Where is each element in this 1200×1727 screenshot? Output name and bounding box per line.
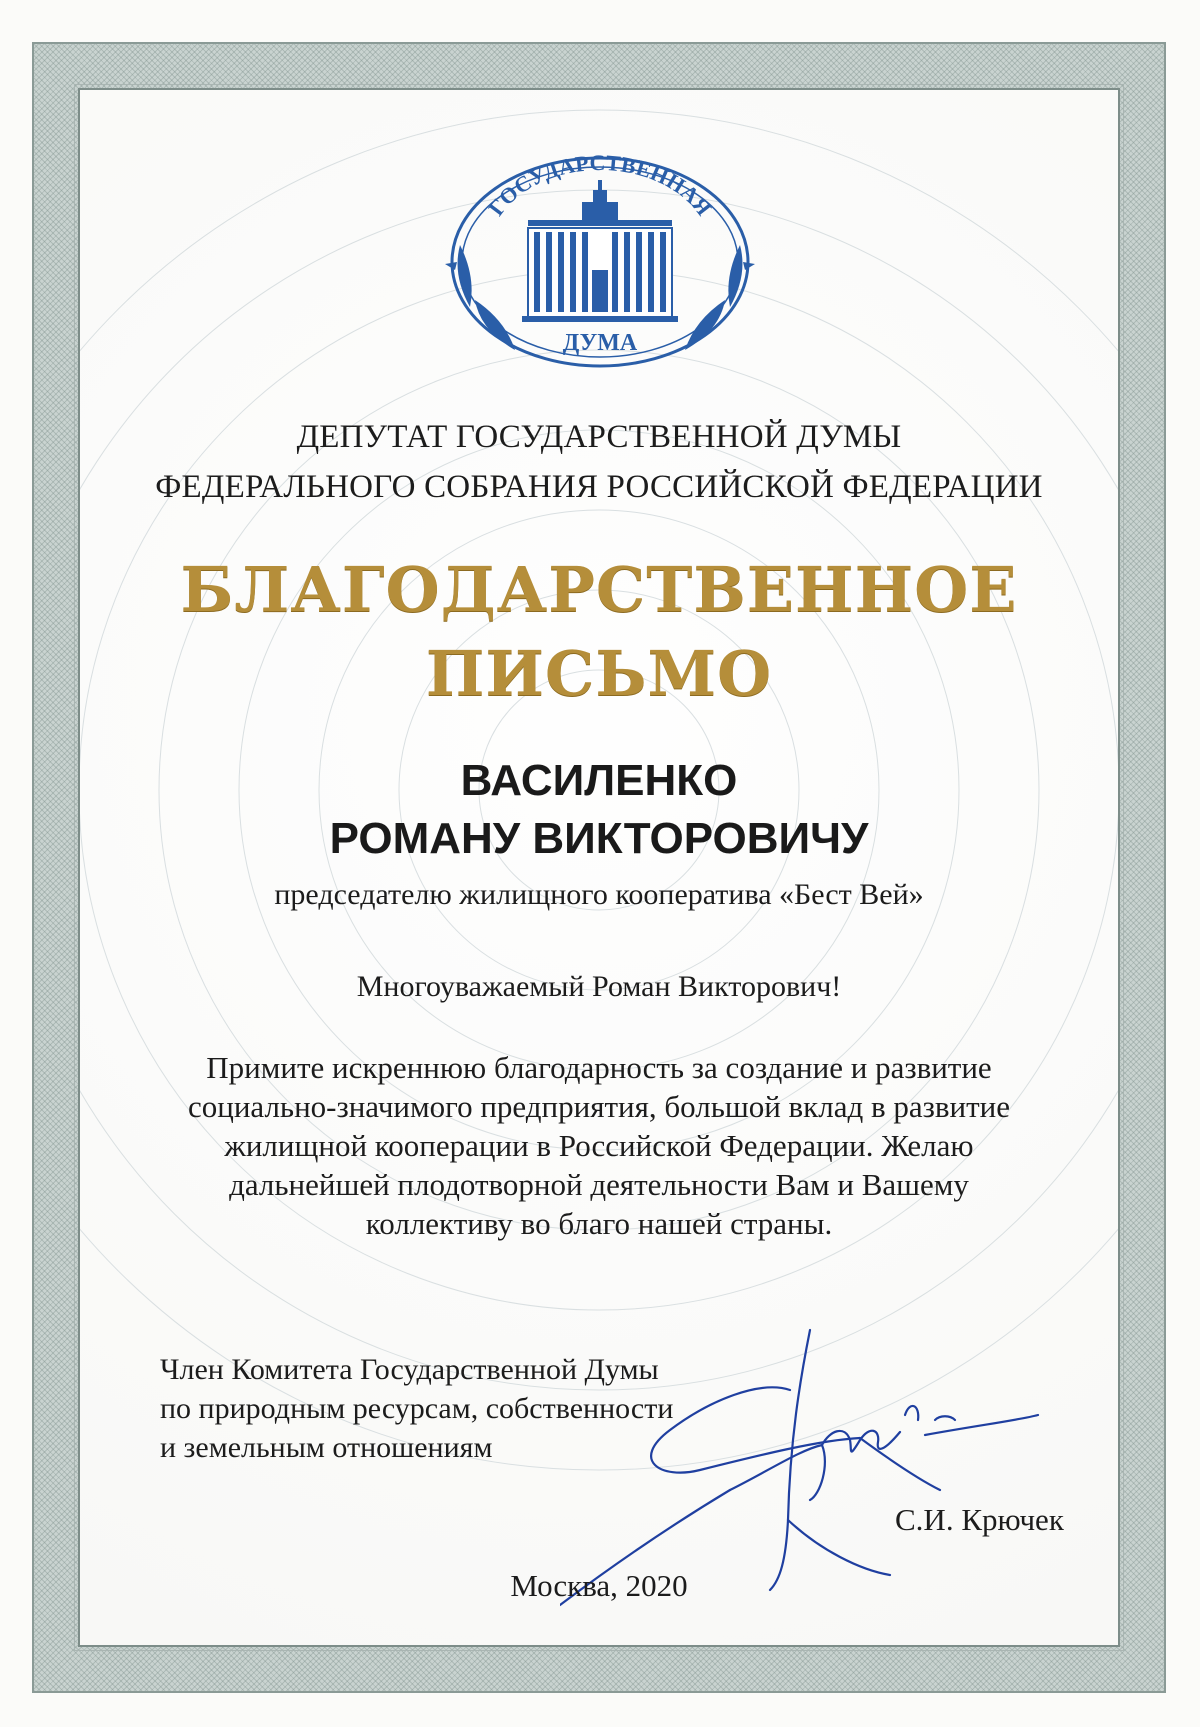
duma-building-icon: [522, 180, 678, 322]
greeting: Многоуважаемый Роман Викторович!: [356, 970, 842, 1003]
recipient-surname: ВАСИЛЕНКО: [460, 756, 738, 805]
emblem-arc-text: ГОСУДАРСТВЕННАЯ: [483, 150, 717, 221]
recipient-position: председателю жилищного кооператива «Бест Вей»: [274, 878, 924, 911]
letter-body-line-4: дальнейшей плодотворной деятельности Вам и Вашему: [229, 1167, 969, 1202]
issuer-heading-line-2: ФЕДЕРАЛЬНОГО СОБРАНИЯ РОССИЙСКОЙ ФЕДЕРАЦИИ: [155, 469, 1043, 505]
letter-body-line-2: социально-значимого предприятия, большой вклад в развитие: [187, 1089, 1011, 1124]
letter-body-line-3: жилищной кооперации в Российской Федерации. Желаю: [224, 1128, 974, 1163]
document-title: [80, 548, 1118, 716]
issuer-heading-line-1: ДЕПУТАТ ГОСУДАРСТВЕННОЙ ДУМЫ: [296, 419, 902, 455]
duma-emblem: [430, 150, 770, 380]
recipient-name: [80, 752, 1118, 868]
document-title-line-2: ПИСЬМО: [425, 637, 773, 710]
issuer-heading: [80, 412, 1118, 512]
signer-role-line-2: по природным ресурсам, собственности: [160, 1392, 674, 1425]
emblem-bottom-text: ДУМА: [562, 330, 638, 356]
document-title-line-1: БЛАГОДАРСТВЕННОЕ: [180, 553, 1018, 626]
letter-body: [80, 1048, 1118, 1243]
signer-role-line-3: и земельным отношениям: [160, 1431, 493, 1464]
letter-body-line-1: Примите искреннюю благодарность за создание и развитие: [206, 1050, 992, 1085]
city-and-year: Москва, 2020: [510, 1568, 688, 1603]
signer-role-line-1: Член Комитета Государственной Думы: [160, 1353, 659, 1386]
letter-body-line-5: коллективу во благо нашей страны.: [365, 1206, 833, 1241]
recipient-given-names: РОМАНУ ВИКТОРОВИЧУ: [329, 814, 869, 863]
handwritten-signature: [560, 1320, 1040, 1610]
signer-name: С.И. Крючек: [895, 1502, 1064, 1537]
